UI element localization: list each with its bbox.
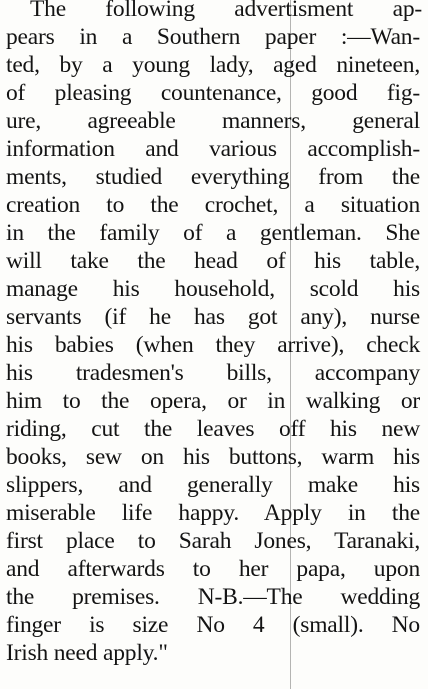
article-line: finger is size No 4 (small). No <box>6 612 420 638</box>
article-line: information and various accomplish- <box>6 136 420 162</box>
article-line: pears in a Southern paper :—Wan- <box>6 24 420 50</box>
article-line: miserable life happy. Apply in the <box>6 500 420 526</box>
article-line: manage his household, scold his <box>6 276 420 302</box>
article-line: servants (if he has got any), nurse <box>6 304 420 330</box>
article-line: creation to the crochet, a situation <box>6 192 420 218</box>
article-line: his tradesmen's bills, accompany <box>6 360 420 386</box>
article-line: ments, studied everything from the <box>6 164 420 190</box>
article-line: will take the head of his table, <box>6 248 420 274</box>
article-line: of pleasing countenance, good fig- <box>6 80 420 106</box>
article-line: ted, by a young lady, aged nineteen, <box>6 52 420 78</box>
article-line: The following advertisment ap- <box>30 0 422 22</box>
article-line: Irish need apply." <box>6 640 168 666</box>
article-line: slippers, and generally make his <box>6 472 420 498</box>
article-line: him to the opera, or in walking or <box>6 388 420 414</box>
article-line: in the family of a gentleman. She <box>6 220 420 246</box>
article-line: and afterwards to her papa, upon <box>6 556 420 582</box>
article-line: his babies (when they arrive), check <box>6 332 420 358</box>
article-line: riding, cut the leaves off his new <box>6 416 420 442</box>
article-line: the premises. N-B.—The wedding <box>6 584 420 610</box>
article-line: first place to Sarah Jones, Taranaki, <box>6 528 420 554</box>
article-line: books, sew on his buttons, warm his <box>6 444 420 470</box>
article-line: ure, agreeable manners, general <box>6 108 420 134</box>
